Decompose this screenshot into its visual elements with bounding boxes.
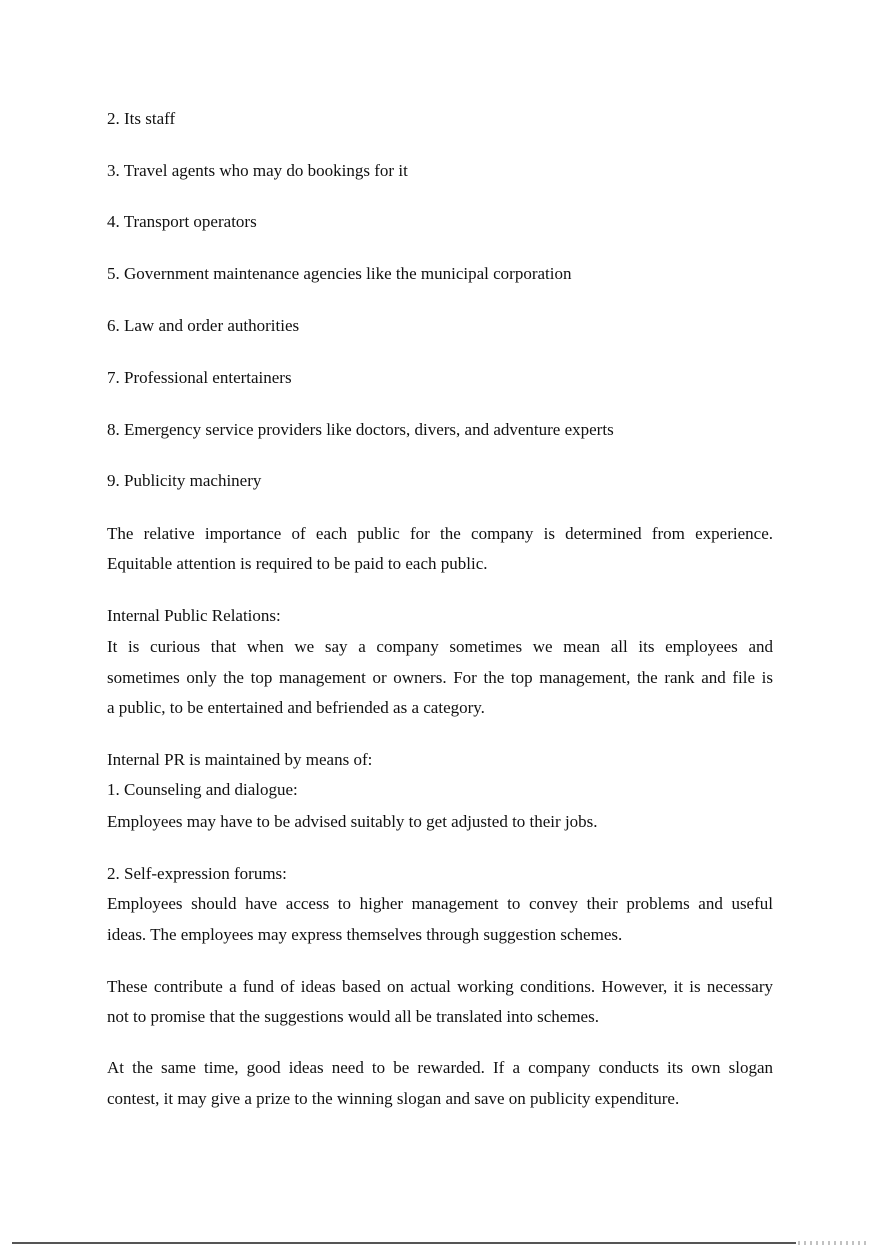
paragraph-line: At the same time, good ideas need to be rewarded. If a company conducts its own slogan xyxy=(107,1058,773,1077)
list-item: 3. Travel agents who may do bookings for it xyxy=(107,161,408,180)
list-item: 7. Professional entertainers xyxy=(107,368,292,387)
paragraph-line: Equitable attention is required to be paid to each public. xyxy=(107,554,488,573)
list-item: 8. Emergency service providers like doctors, divers, and adventure experts xyxy=(107,420,614,439)
paragraph-line: sometimes only the top management or owners. For the top management, the rank and file is xyxy=(107,668,773,687)
list-item: 2. Its staff xyxy=(107,109,176,128)
list-item: 9. Publicity machinery xyxy=(107,471,262,490)
paragraph-line: The relative importance of each public for the company is determined from experience. xyxy=(107,524,773,543)
list-item: 6. Law and order authorities xyxy=(107,316,300,335)
sub-heading: 2. Self-expression forums: xyxy=(107,864,287,883)
section-heading: Internal PR is maintained by means of: xyxy=(107,750,373,769)
paragraph-line: These contribute a fund of ideas based on actual working conditions. However, it is necessary xyxy=(107,977,773,996)
paragraph-line: contest, it may give a prize to the winning slogan and save on publicity expenditure. xyxy=(107,1089,680,1108)
list-item: 4. Transport operators xyxy=(107,212,257,231)
paragraph-line: It is curious that when we say a company sometimes we mean all its employees and xyxy=(107,637,773,656)
paragraph-line: Employees may have to be advised suitably to get adjusted to their jobs. xyxy=(107,812,598,831)
paragraph-line: Employees should have access to higher management to convey their problems and useful xyxy=(107,894,773,913)
list-item: 5. Government maintenance agencies like the municipal corporation xyxy=(107,264,572,283)
footer-marks xyxy=(798,1241,868,1245)
paragraph-line: a public, to be entertained and befriended as a category. xyxy=(107,698,485,717)
paragraph-line: ideas. The employees may express themselves through suggestion schemes. xyxy=(107,925,623,944)
section-heading: Internal Public Relations: xyxy=(107,606,281,625)
footer-rule xyxy=(12,1242,796,1244)
paragraph-line: not to promise that the suggestions would all be translated into schemes. xyxy=(107,1007,599,1026)
sub-heading: 1. Counseling and dialogue: xyxy=(107,780,298,799)
